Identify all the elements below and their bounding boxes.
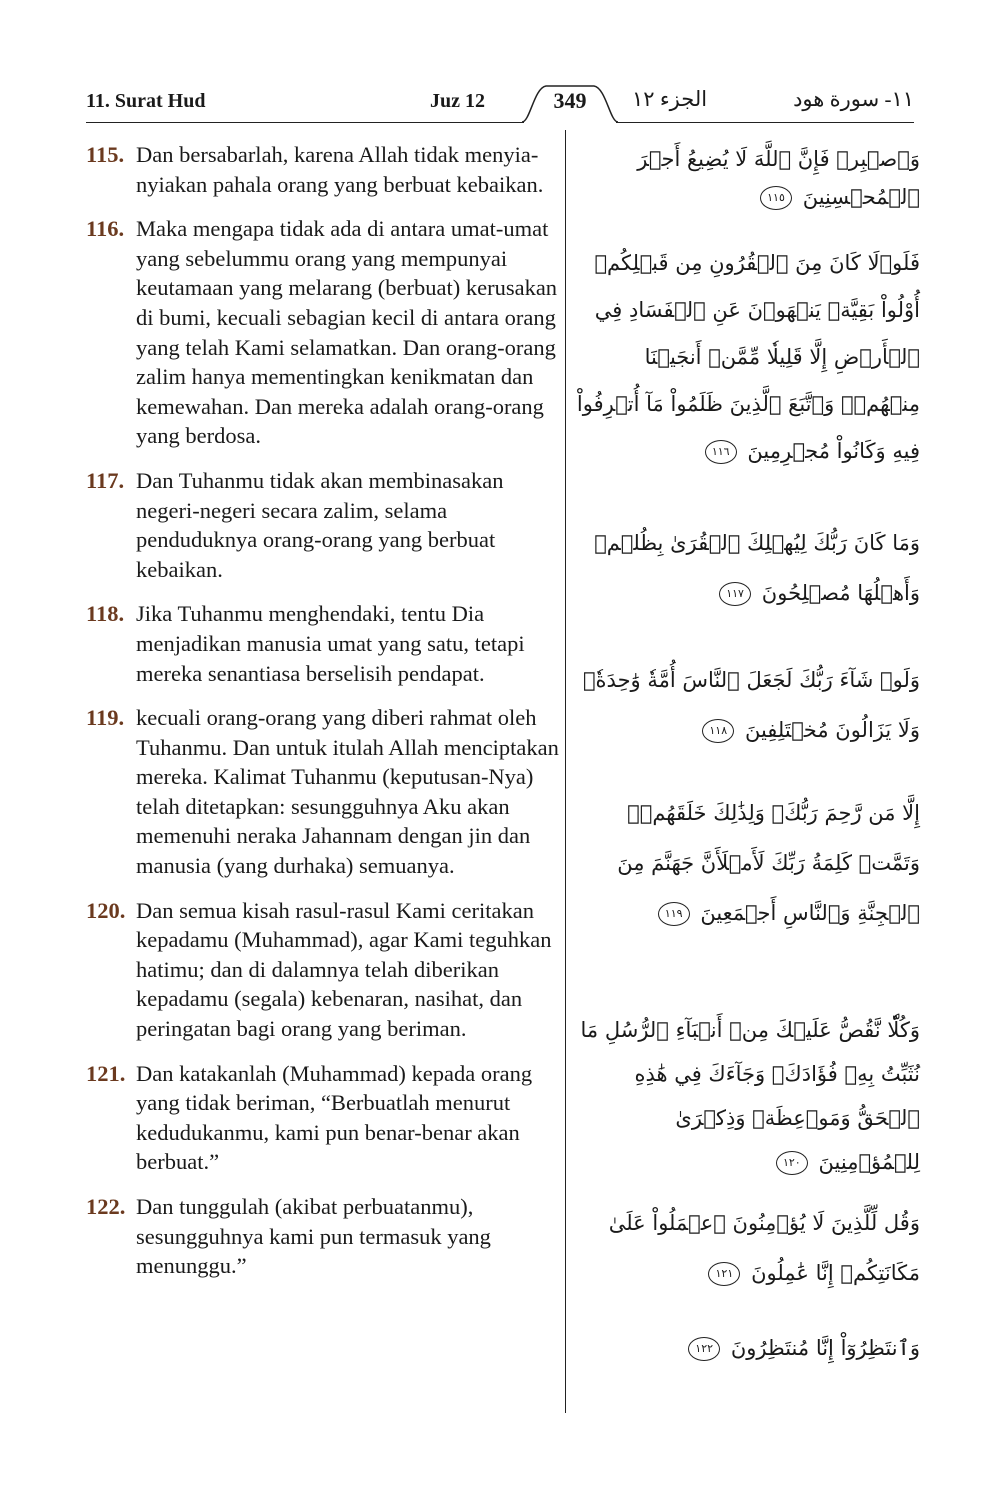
translation-column (86, 140, 561, 1281)
arabic-verse-text: وَكُلّٗا نَّقُصُّ عَلَيۡكَ مِنۡ أَنۢبَآءِ ٱلرُّسُلِ مَا نُثَبِّتُ بِهِۦ فُؤَادَكَۚ وَجَآءَكَ فِي هَٰذِهِ ٱلۡحَقُّ وَمَوۡعِظَةٞ وَذِكۡرَىٰ لِلۡمُؤۡمِنِينَ (580, 1018, 920, 1174)
ayah-end-marker: ١١٧ (719, 582, 751, 606)
ayah-end-marker: ١١٦ (705, 440, 737, 464)
verse-translation-text: kecuali orang-orang yang diberi rahmat oleh Tuhanmu. Dan untuk itulah Allah menciptakan mereka. Kalimat Tuhanmu (keputusan-Nya) telah ditetapkan: sesungguhnya Aku akan memenuhi neraka Jahannam dengan jin dan manusia (yang durhaka) semuanya. (136, 705, 559, 879)
verse-translation-120 (86, 896, 561, 1044)
verse-arabic-121 (575, 1198, 920, 1298)
juz-label-latin: Juz 12 (430, 90, 485, 112)
arabic-column (575, 0, 920, 1499)
arabic-verse-text: إِلَّا مَن رَّحِمَ رَبُّكَۚ وَلِذَٰلِكَ خَلَقَهُمۡۗ وَتَمَّتۡ كَلِمَةُ رَبِّكَ لَأَمۡلَأَنَّ جَهَنَّمَ مِنَ ٱلۡجِنَّةِ وَٱلنَّاسِ أَجۡمَعِينَ (617, 801, 920, 925)
verse-number: 120. (86, 897, 126, 923)
verse-translation-119 (86, 703, 561, 881)
ayah-end-marker: ١٢٠ (776, 1151, 808, 1175)
verse-number: 119. (86, 705, 125, 731)
verse-translation-text: Jika Tuhanmu menghendaki, tentu Dia menjadikan manusia umat yang satu, tetapi mereka senantiasa berselisih pendapat. (136, 601, 525, 686)
verse-translation-115 (86, 140, 561, 199)
verse-arabic-116 (575, 240, 920, 475)
verse-number: 115. (86, 142, 125, 167)
verse-translation-118 (86, 599, 561, 688)
arabic-verse-text: وَٱصۡبِرۡ فَإِنَّ ٱللَّهَ لَا يُضِيعُ أَجۡرَ ٱلۡمُحۡسِنِينَ (637, 147, 920, 209)
verse-arabic-117 (575, 518, 920, 618)
arabic-verse-text: وَٱنتَظِرُوٓاْ إِنَّا مُنتَظِرُونَ (730, 1336, 920, 1360)
verse-arabic-120 (575, 1008, 920, 1184)
ayah-end-marker: ١٢١ (708, 1262, 740, 1286)
arabic-verse-text: وَقُل لِّلَّذِينَ لَا يُؤۡمِنُونَ ٱعۡمَلُواْ عَلَىٰ مَكَانَتِكُمۡ إِنَّا عَٰمِلُونَ (608, 1211, 920, 1285)
verse-translation-text: Dan semua kisah rasul-rasul Kami ceritakan kepadamu (Muhammad), agar Kami teguhkan hatimu; dan di dalamnya telah diberikan kepadamu (segala) kebenaran, nasihat, dan peringatan bagi orang yang beriman. (136, 897, 552, 1042)
arabic-verse-text: فَلَوۡلَا كَانَ مِنَ ٱلۡقُرُونِ مِن قَبۡلِكُمۡ أُوْلُواْ بَقِيَّةٖ يَنۡهَوۡنَ عَنِ ٱلۡفَسَادِ فِي ٱلۡأَرۡضِ إِلَّا قَلِيلٗا مِّمَّنۡ أَنجَيۡنَا مِنۡهُمۡۗ وَٱتَّبَعَ ٱلَّذِينَ ظَلَمُواْ مَآ أُتۡرِفُواْ فِيهِ وَكَانُواْ مُجۡرِمِينَ (576, 251, 920, 463)
arabic-verse-text: وَلَوۡ شَآءَ رَبُّكَ لَجَعَلَ ٱلنَّاسَ أُمَّةٗ وَٰحِدَةٗۖ وَلَا يَزَالُونَ مُخۡتَلِفِينَ (582, 668, 920, 742)
verse-translation-text: Maka mengapa tidak ada di antara umat-umat yang sebelummu orang yang mempunyai keutamaan yang melarang (berbuat) kerusakan di bumi, kecuali sebagian kecil di antara orang yang telah Kami selamatkan. Dan orang-orang zalim hanya mementingkan kenikmatan dan kemewahan. Dan mereka adalah orang-orang yang berdosa. (136, 216, 558, 449)
verse-number: 116. (86, 216, 125, 242)
surah-title-arabic: ١١- سورة هود (793, 87, 914, 111)
verse-number: 118. (86, 601, 125, 627)
surah-title-latin: 11. Surat Hud (86, 90, 206, 112)
verse-translation-116 (86, 214, 561, 451)
verse-translation-117 (86, 466, 561, 584)
ayah-end-marker: ١١٨ (702, 719, 734, 743)
arabic-verse-text: وَمَا كَانَ رَبُّكَ لِيُهۡلِكَ ٱلۡقُرَىٰ بِظُلۡمٖ وَأَهۡلُهَا مُصۡلِحُونَ (594, 531, 920, 605)
verse-arabic-122 (575, 1328, 920, 1368)
verse-number: 121. (86, 1060, 126, 1086)
verse-translation-text: Dan tunggulah (akibat perbuatanmu), sesungguhnya kami pun termasuk yang menunggu.” (136, 1194, 491, 1279)
verse-translation-text: Dan katakanlah (Muhammad) kepada orang yang tidak beriman, “Berbuatlah menurut kedudukanmu, kami pun benar-benar akan berbuat.” (136, 1060, 533, 1175)
verse-translation-121 (86, 1059, 561, 1177)
verse-arabic-119 (575, 788, 920, 938)
page-number: 349 (553, 88, 587, 113)
verse-arabic-115 (575, 140, 920, 216)
verse-number: 122. (86, 1194, 126, 1219)
verse-translation-122 (86, 1192, 561, 1281)
verse-translation-text: Dan bersabarlah, karena Allah tidak menyia-nyiakan pahala orang yang berbuat kebaikan. (136, 142, 544, 197)
header-rule-left (86, 122, 524, 123)
ayah-end-marker: ١٢٢ (688, 1337, 720, 1361)
verse-translation-text: Dan Tuhanmu tidak akan membinasakan negeri-negeri secara zalim, selama penduduknya orang-orang yang berbuat kebaikan. (136, 467, 504, 582)
verse-arabic-118 (575, 655, 920, 755)
juz-label-arabic: الجزء ١٢ (632, 87, 708, 111)
ayah-end-marker: ١١٥ (760, 186, 792, 210)
ayah-end-marker: ١١٩ (658, 902, 690, 926)
verse-number: 117. (86, 467, 125, 493)
column-divider (565, 130, 566, 1413)
